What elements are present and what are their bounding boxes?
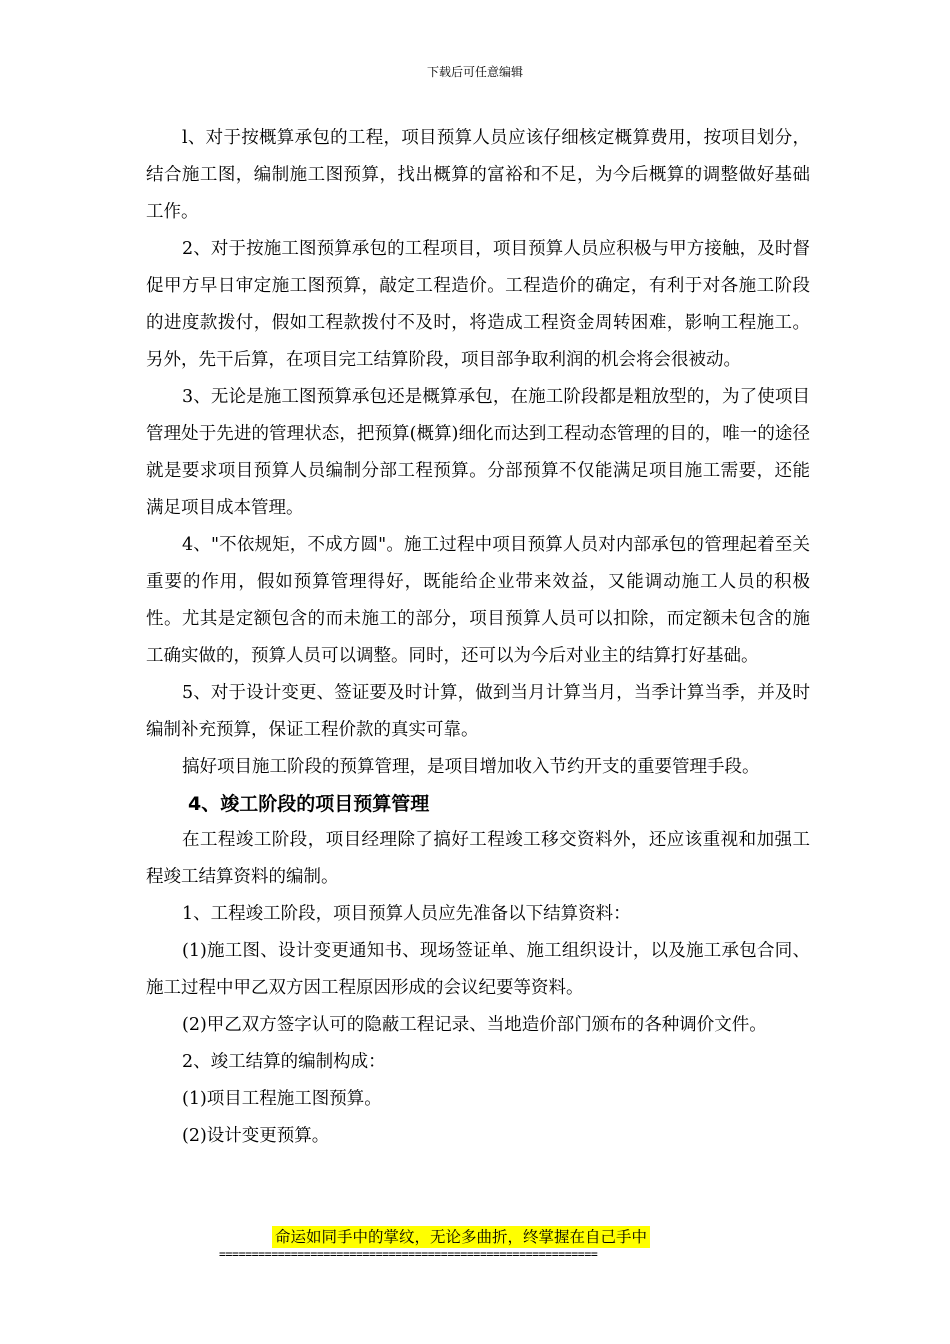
paragraph-2: 2、对于按施工图预算承包的工程项目，项目预算人员应积极与甲方接触，及时督促甲方早日审定施工图预算，敲定工程造价。工程造价的确定，有利于对各施工阶段的进度款拨付，假如工程款拨付不及时，将造成工程资金周转困难，影响工程施工。另外，先干后算，在项目完工结算阶段，项目部争取利润的机会将会很被动。 (146, 239, 810, 370)
paragraph-4: 4、"不依规矩，不成方圆"。施工过程中项目预算人员对内部承包的管理起着至关重要的作用，假如预算管理得好，既能给企业带来效益，又能调动施工人员的积极性。尤其是定额包含的而未施工的部分，项目预算人员可以扣除，而定额未包含的施工确实做的，预算人员可以调整。同时，还可以为今后对业主的结算打好基础。 (146, 535, 810, 666)
footer-motto: 命运如同手中的掌纹，无论多曲折，终掌握在自己手中 (272, 1226, 650, 1248)
section-paragraph-2: 2、竣工结算的编制构成： (182, 1052, 386, 1072)
paragraph-summary: 搞好项目施工阶段的预算管理，是项目增加收入节约开支的重要管理手段。 (182, 757, 760, 777)
section-paragraph-1: 1、工程竣工阶段，项目预算人员应先准备以下结算资料： (182, 904, 631, 924)
paragraph-3: 3、无论是施工图预算承包还是概算承包，在施工阶段都是粗放型的，为了使项目管理处于先进的管理状态，把预算(概算)细化而达到工程动态管理的目的，唯一的途径就是要求项目预算人员编制分部工程预算。分部预算不仅能满足项目施工需要，还能满足项目成本管理。 (146, 387, 810, 518)
section-paragraph-2-item-1: (1)项目工程施工图预算。 (182, 1089, 382, 1109)
section-paragraph-intro: 在工程竣工阶段，项目经理除了搞好工程竣工移交资料外，还应该重视和加强工程竣工结算资料的编制。 (146, 830, 810, 887)
footer-divider: ========================================================== (219, 1247, 598, 1261)
page-header: 下载后可任意编辑 (426, 65, 523, 79)
section-paragraph-1-item-2: (2)甲乙双方签字认可的隐蔽工程记录、当地造价部门颁布的各种调价文件。 (182, 1015, 767, 1035)
paragraph-1: l、对于按概算承包的工程，项目预算人员应该仔细核定概算费用，按项目划分，结合施工图，编制施工图预算，找出概算的富裕和不足，为今后概算的调整做好基础工作。 (146, 128, 810, 222)
section-paragraph-1-item-1: (1)施工图、设计变更通知书、现场签证单、施工组织设计，以及施工承包合同、施工过程中甲乙双方因工程原因形成的会议纪要等资料。 (146, 941, 810, 998)
document-body (146, 120, 810, 1155)
section-heading: 4、竣工阶段的项目预算管理 (188, 793, 430, 815)
section-paragraph-2-item-2: (2)设计变更预算。 (182, 1126, 330, 1146)
paragraph-5: 5、对于设计变更、签证要及时计算，做到当月计算当月，当季计算当季，并及时编制补充预算，保证工程价款的真实可靠。 (146, 683, 810, 740)
